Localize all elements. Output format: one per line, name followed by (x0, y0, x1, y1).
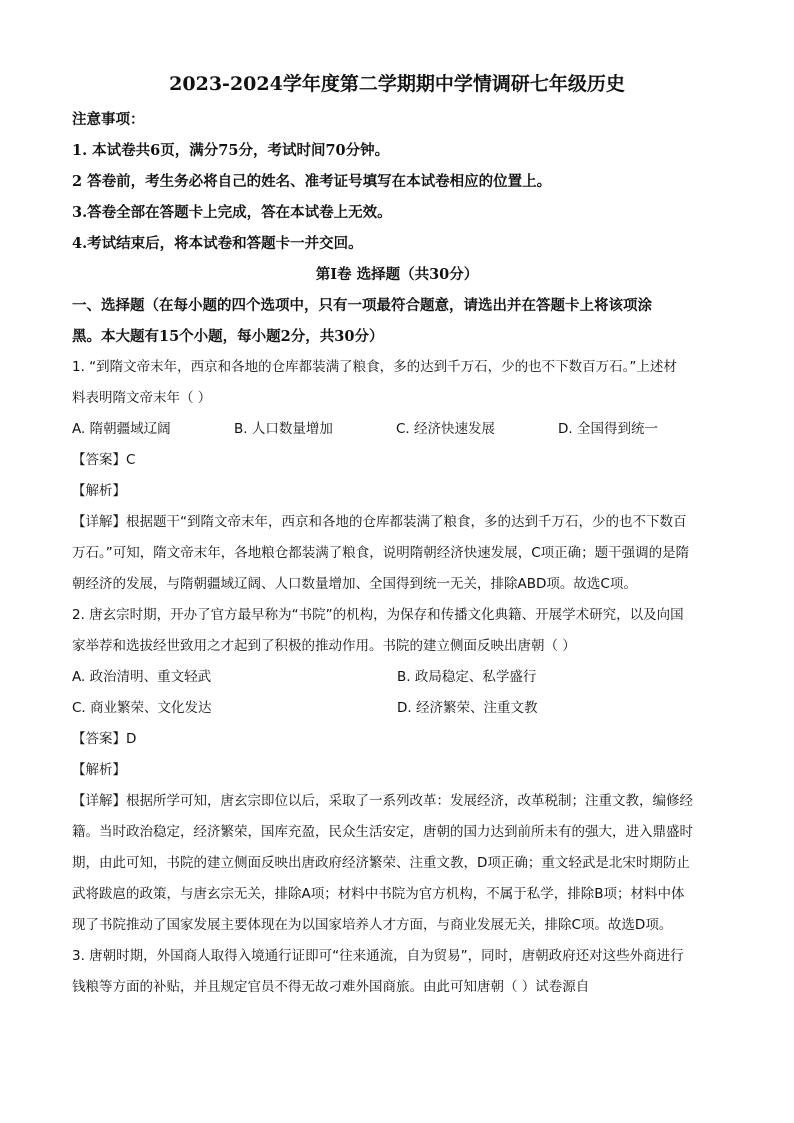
notice-item: 3.答卷全部在答题卡上完成，答在本试卷上无效。 (72, 204, 392, 221)
question-2 (72, 600, 722, 941)
question-3 (72, 941, 722, 1003)
answer-label: 【答案】D (72, 731, 137, 747)
page-title: 2023-2024学年度第二学期期中学情调研七年级历史 (169, 73, 625, 95)
notice-heading: 注意事项： (72, 111, 145, 128)
analysis-label: 【解析】 (72, 483, 126, 499)
question-1 (72, 352, 722, 600)
question-stem: 家举荐和选拔经世致用之才起到了积极的推动作用。书院的建立侧面反映出唐朝（ ） (72, 638, 576, 654)
option-c: C. 经济快速发展 (396, 421, 496, 437)
option-row (72, 662, 722, 693)
option-a: A. 政治清明、重文轻武 (72, 669, 212, 685)
notice-item: 4.考试结束后，将本试卷和答题卡一并交回。 (72, 235, 363, 252)
notice-block (72, 104, 722, 259)
question-stem: 钱粮等方面的补贴，并且规定官员不得无故刁难外国商旅。由此可知唐朝（ ）试卷源自 (72, 979, 590, 995)
detail-line: 期，由此可知，书院的建立侧面反映出唐政府经济繁荣、注重文教，D项正确；重文轻武是北宋时期防止 (72, 855, 690, 871)
analysis-label: 【解析】 (72, 762, 126, 778)
part-heading-line: 一、选择题（在每小题的四个选项中，只有一项最符合题意，请选出并在答题卡上将该项涂 (72, 297, 652, 314)
option-row (72, 414, 722, 445)
option-d: D. 全国得到统一 (558, 421, 658, 437)
question-stem: 3. 唐朝时期，外国商人取得入境通行证即可“往来通流，自为贸易”，同时，唐朝政府还对这些外商进行 (72, 948, 684, 964)
option-row (72, 693, 722, 724)
detail-line: 【详解】根据所学可知，唐玄宗即位以后，采取了一系列改革：发展经济，改革税制；注重文教，编修经 (72, 793, 693, 809)
notice-item: 1. 本试卷共6页，满分75分，考试时间70分钟。 (72, 142, 390, 159)
option-d: D. 经济繁荣、注重文教 (397, 700, 538, 716)
section-title: 第Ⅰ卷 选择题（共30分） (315, 266, 479, 283)
detail-line: 武将跋扈的政策，与唐玄宗无关，排除A项；材料中书院为官方机构，不属于私学，排除B项；材料中体 (72, 886, 685, 902)
option-b: B. 政局稳定、私学盛行 (397, 669, 537, 685)
detail-line: 朝经济的发展，与隋朝疆域辽阔、人口数量增加、全国得到统一无关，排除ABD项。故选C项。 (72, 576, 637, 592)
question-stem: 料表明隋文帝末年（ ） (72, 390, 212, 406)
detail-line: 万石。”可知，隋文帝末年，各地粮仓都装满了粮食，说明隋朝经济快速发展，C项正确；题干强调的是隋 (72, 545, 690, 561)
detail-line: 籍。当时政治稳定，经济繁荣，国库充盈，民众生活安定，唐朝的国力达到前所未有的强大，进入鼎盛时 (72, 824, 693, 840)
option-c: C. 商业繁荣、文化发达 (72, 700, 212, 716)
notice-item: 2 答卷前，考生务必将自己的姓名、准考证号填写在本试卷相应的位置上。 (72, 173, 552, 190)
question-stem: 2. 唐玄宗时期，开办了官方最早称为“书院”的机构，为保存和传播文化典籍、开展学术研究，以及向国 (72, 607, 684, 623)
option-a: A. 隋朝疆域辽阔 (72, 421, 171, 437)
answer-label: 【答案】C (72, 452, 136, 468)
detail-line: 【详解】根据题干“到隋文帝末年，西京和各地的仓库都装满了粮食，多的达到千万石，少的也不下数百 (72, 514, 687, 530)
option-b: B. 人口数量增加 (234, 421, 333, 437)
question-stem: 1. “到隋文帝末年，西京和各地的仓库都装满了粮食，多的达到千万石，少的也不下数百万石。”上述材 (72, 359, 677, 375)
detail-line: 现了书院推动了国家发展主要体现在为以国家培养人才方面，与商业发展无关，排除C项。故选D项。 (72, 917, 673, 933)
part-heading-line: 黑。本大题有15个小题，每小题2分，共30分） (72, 328, 384, 345)
